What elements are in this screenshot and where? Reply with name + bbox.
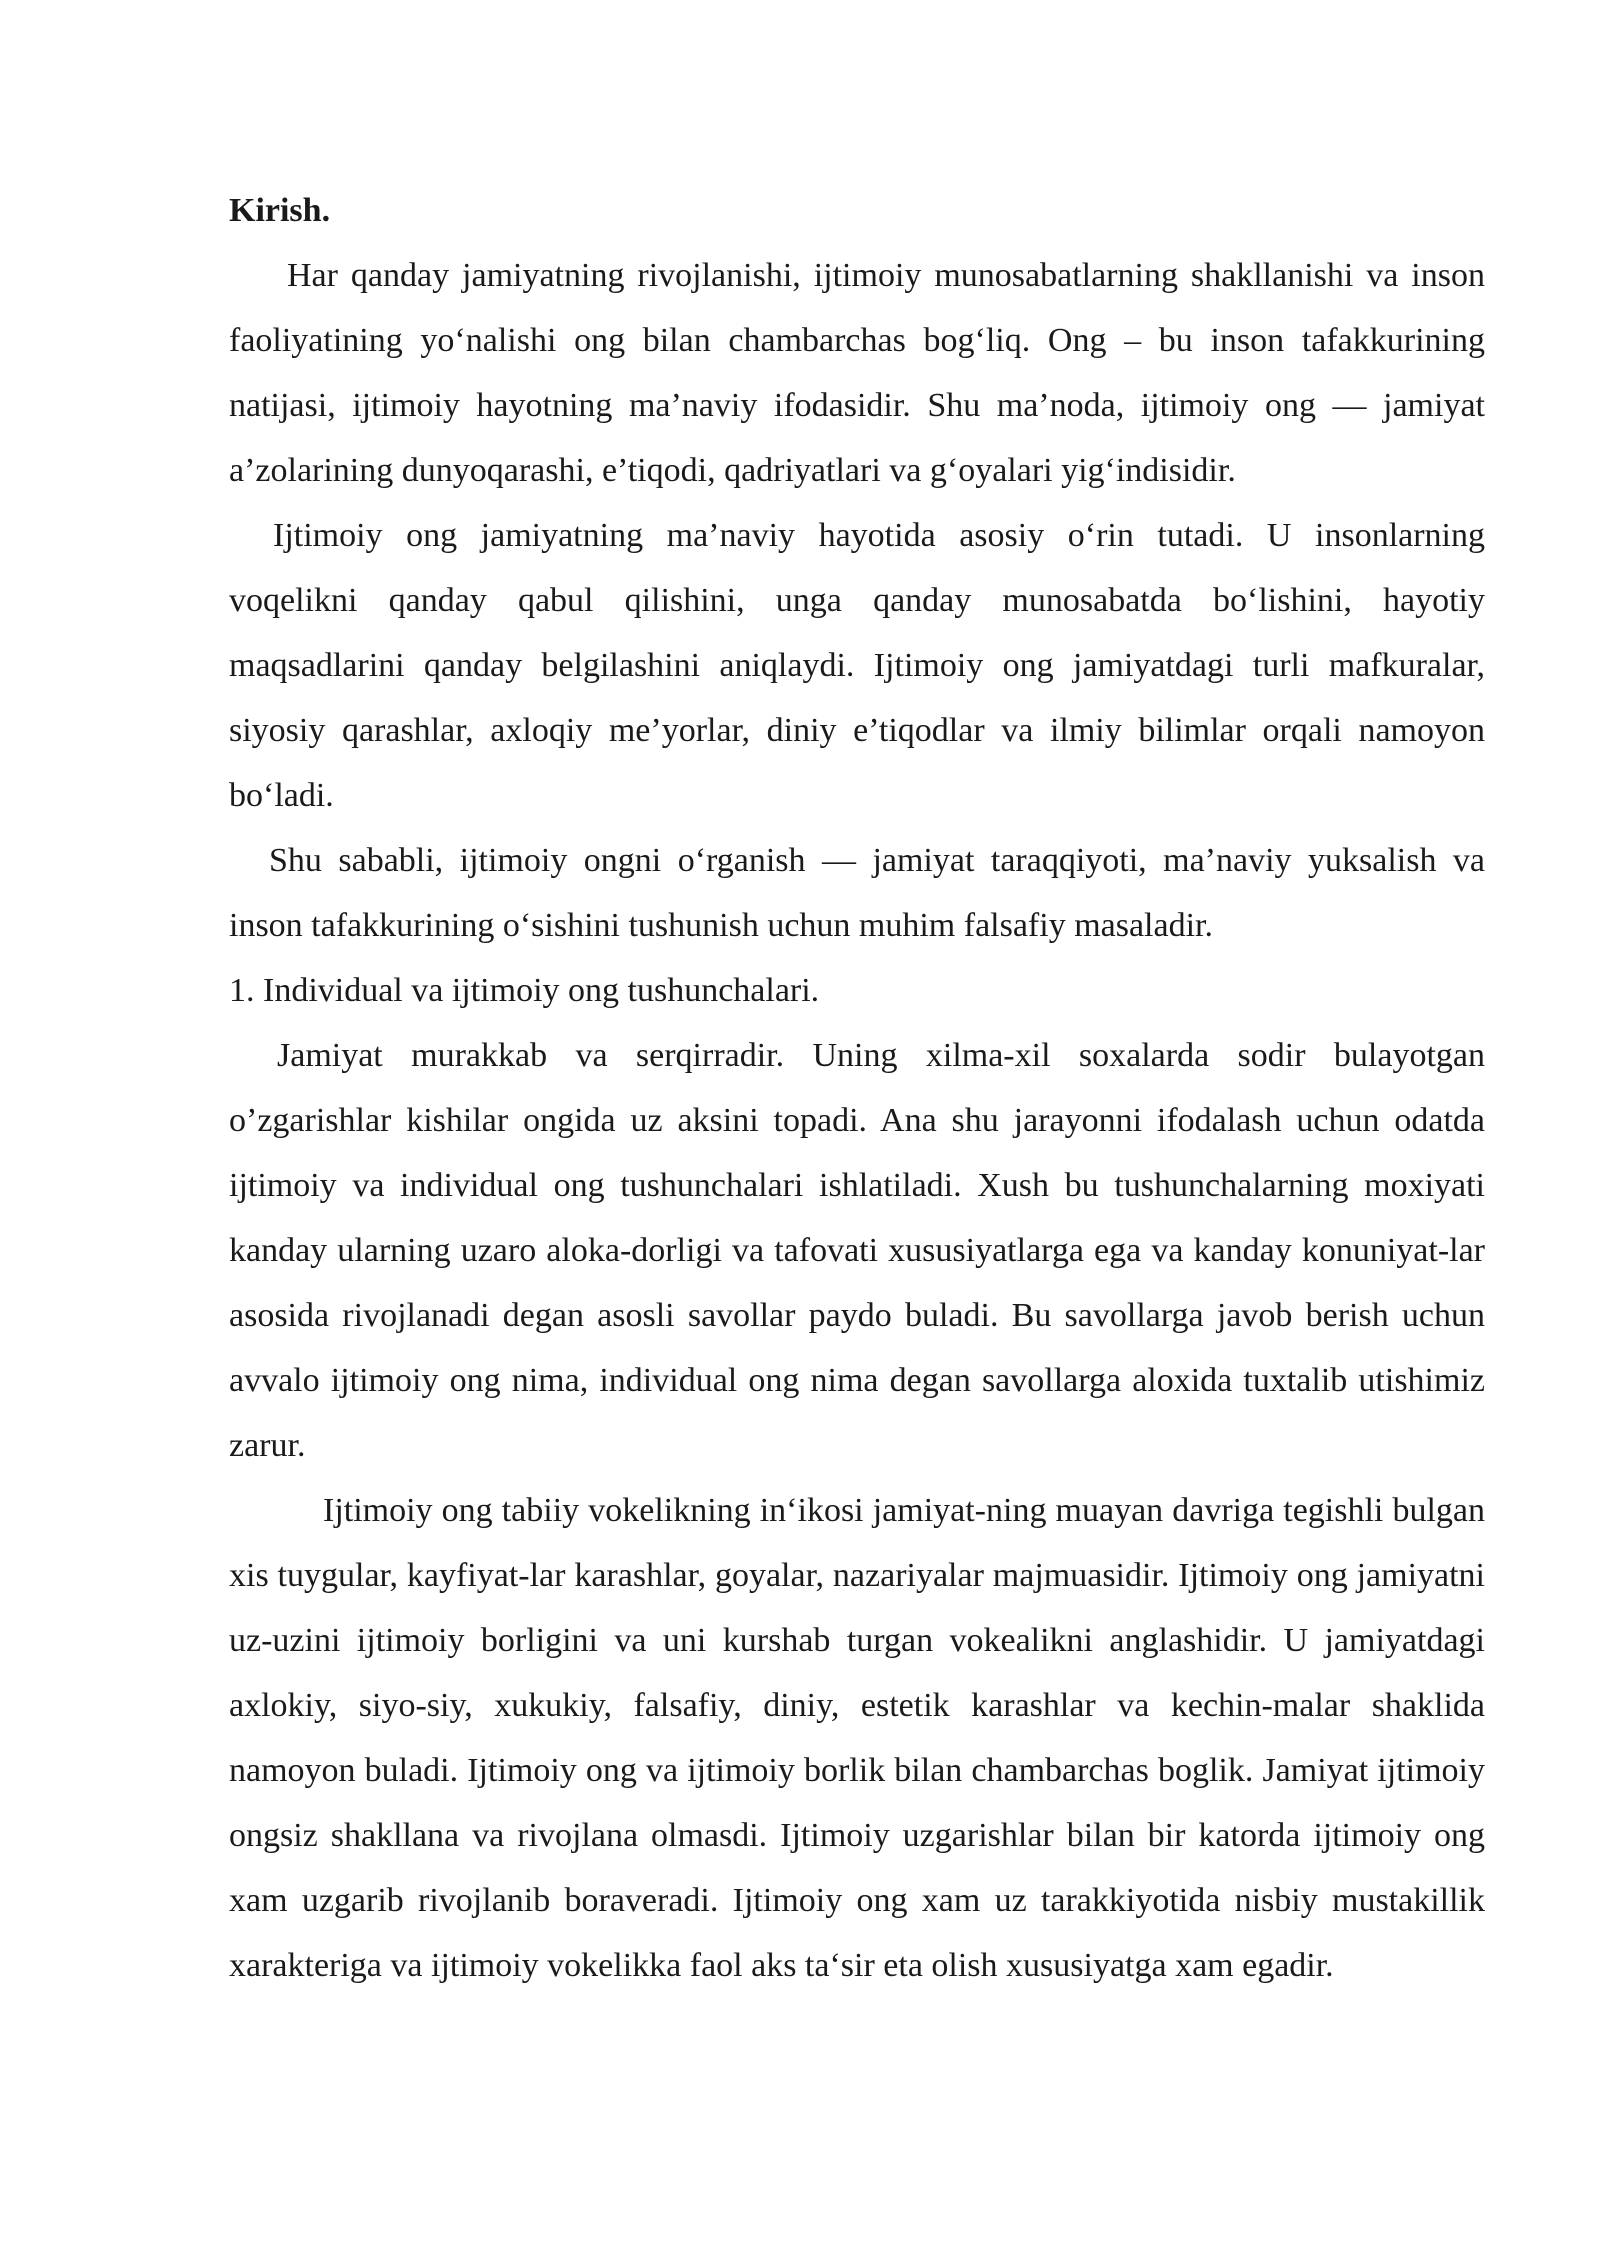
document-heading: Kirish. [229, 192, 331, 229]
intro-paragraph-1: Har qanday jamiyatning rivojlanishi, ijtimoiy munosabatlarning shakllanishi va inson faoliyatining yo‘nalishi ong bilan chambarchas bog‘liq. Ong – bu inson tafakkurining natijasi, ijtimoiy hayotning ma’naviy ifodasidir. Shu ma’noda, ijtimoiy ong — jamiyat a’zolarining dunyoqarashi, e’tiqodi, qadriyatlari va g‘oyalari yig‘indisidir. [229, 257, 1485, 489]
intro-paragraph-3: Shu sababli, ijtimoiy ongni o‘rganish — jamiyat taraqqiyoti, ma’naviy yuksalish va inson tafakkurining o‘sishini tushunish uchun muhim falsafiy masaladir. [229, 842, 1485, 944]
section-paragraph-1: Jamiyat murakkab va serqirradir. Uning xilma-xil soxalarda sodir bulayotgan o’zgarishlar kishilar ongida uz aksini topadi. Ana shu jarayonni ifodalash uchun odatda ijtimoiy va individual ong tushunchalari ishlatiladi. Xush bu tushunchalarning moxiyati kanday ularning uzaro aloka-dorligi va tafovati xususiyatlarga ega va kanday konuniyat-lar asosida rivojlanadi degan asosli savollar paydo buladi. Bu savollarga javob berish uchun avvalo ijtimoiy ong nima, individual ong nima degan savollarga aloxida tuxtalib utishimiz zarur. [229, 1037, 1485, 1464]
document-body [229, 178, 1485, 1998]
section-title: 1. Individual va ijtimoiy ong tushunchalari. [229, 972, 820, 1009]
section-paragraph-2: Ijtimoiy ong tabiiy vokelikning in‘ikosi jamiyat-ning muayan davriga tegishli bulgan xis tuygular, kayfiyat-lar karashlar, goyalar, nazariyalar majmuasidir. Ijtimoiy ong jamiyatni uz-uzini ijtimoiy borligini va uni kurshab turgan vokealikni anglashidir. U jamiyatdagi axlokiy, siyo-siy, xukukiy, falsafiy, diniy, estetik karashlar va kechin-malar shaklida namoyon buladi. Ijtimoiy ong va ijtimoiy borlik bilan chambarchas boglik. Jamiyat ijtimoiy ongsiz shakllana va rivojlana olmasdi. Ijtimoiy uzgarishlar bilan bir katorda ijtimoiy ong xam uzgarib rivojlanib boraveradi. Ijtimoiy ong xam uz tarakkiyotida nisbiy mustakillik xarakteriga va ijtimoiy vokelikka faol aks ta‘sir eta olish xususiyatga xam egadir. [229, 1492, 1485, 1984]
intro-paragraph-2: Ijtimoiy ong jamiyatning ma’naviy hayotida asosiy o‘rin tutadi. U insonlarning voqelikni qanday qabul qilishini, unga qanday munosabatda bo‘lishini, hayotiy maqsadlarini qanday belgilashini aniqlaydi. Ijtimoiy ong jamiyatdagi turli mafkuralar, siyosiy qarashlar, axloqiy me’yorlar, diniy e’tiqodlar va ilmiy bilimlar orqali namoyon bo‘ladi. [229, 517, 1485, 814]
